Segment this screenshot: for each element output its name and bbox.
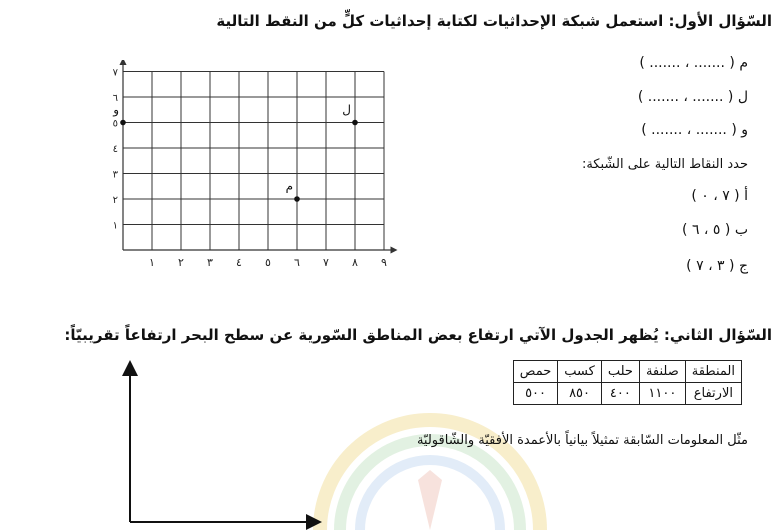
blank-coordinates: ( ....... ، ....... ) (637, 89, 734, 105)
plot-point-a (691, 188, 748, 204)
grid-point-label: م (285, 179, 293, 193)
coordinate-grid (105, 60, 405, 275)
blank-coordinates: ( ....... ، ....... ) (641, 122, 737, 138)
blank-line-m (639, 55, 748, 71)
watermark-logo (300, 400, 560, 530)
table-row (513, 383, 741, 405)
x-tick-label: ٧ (323, 256, 329, 269)
x-tick-label: ٦ (294, 256, 300, 269)
x-tick-label: ٢ (178, 256, 184, 269)
table-cell-region: صلنفة (639, 361, 685, 383)
table-cell-region: كسب (558, 361, 602, 383)
table-cell-value: ٥٠٠ (513, 383, 557, 405)
table-header-label: المنطقة (685, 361, 741, 383)
table-row-label: الارتفاع (685, 383, 741, 405)
y-tick-label: ٥ (112, 118, 118, 130)
y-tick-label: ١ (112, 220, 118, 232)
x-tick-label: ٩ (381, 256, 387, 269)
grid-point-label: و (113, 102, 119, 117)
point-label: أ (744, 188, 748, 204)
point-label: ب (734, 222, 748, 238)
x-tick-label: ٤ (236, 256, 242, 269)
question1-title: السّؤال الأول: استعمل شبكة الإحداثيات لكتابة إحداثيات كلٍّ من النقط التالية (216, 12, 772, 30)
question2-title: السّؤال الثاني: يُظهر الجدول الآتي ارتفاع بعض المناطق السّورية عن سطح البحر ارتفاعاً تقريبيّاً: (64, 326, 772, 344)
point-label: م (739, 55, 748, 71)
table-cell-value: ٤٠٠ (601, 383, 639, 405)
y-tick-label: ٦ (112, 93, 118, 104)
point-coordinates: ( ٣ ، ٧ ) (686, 258, 735, 274)
blank-coordinates: ( ....... ، ....... ) (639, 55, 735, 71)
plot-instruction: حدد النقاط التالية على الشّبكة: (581, 157, 748, 172)
y-tick-label: ٧ (112, 67, 118, 79)
point-coordinates: ( ٧ ، ٠ ) (691, 188, 740, 204)
graph-instruction: مثّل المعلومات السّابقة تمثيلاً بيانياً بالأعمدة الأفقيّة والشّاقوليّة (416, 433, 748, 448)
grid-point (352, 120, 358, 126)
table-row (513, 361, 741, 383)
point-coordinates: ( ٥ ، ٦ ) (682, 222, 731, 238)
table-cell-region: حمص (513, 361, 557, 383)
table-cell-value: ٨٥٠ (558, 383, 602, 405)
y-tick-label: ٢ (112, 195, 118, 206)
grid-point-label: ل (342, 102, 351, 117)
grid-point (120, 120, 126, 126)
grid-point (294, 196, 300, 202)
empty-graph-axes (118, 360, 328, 530)
altitude-table (513, 360, 742, 405)
point-label: ج (738, 258, 748, 274)
plot-point-b (682, 222, 748, 238)
x-tick-label: ١ (149, 256, 155, 269)
blank-line-w (641, 122, 748, 138)
table-cell-region: حلب (601, 361, 639, 383)
plot-point-c (686, 258, 748, 274)
point-label: ل (737, 89, 748, 105)
x-tick-label: ٥ (265, 256, 271, 269)
point-label: و (741, 122, 748, 138)
x-tick-label: ٣ (207, 256, 213, 269)
y-tick-label: ٤ (112, 144, 118, 155)
x-tick-label: ٨ (352, 256, 358, 269)
blank-line-l (638, 89, 748, 105)
table-cell-value: ١١٠٠ (639, 383, 685, 405)
y-tick-label: ٣ (112, 169, 118, 181)
